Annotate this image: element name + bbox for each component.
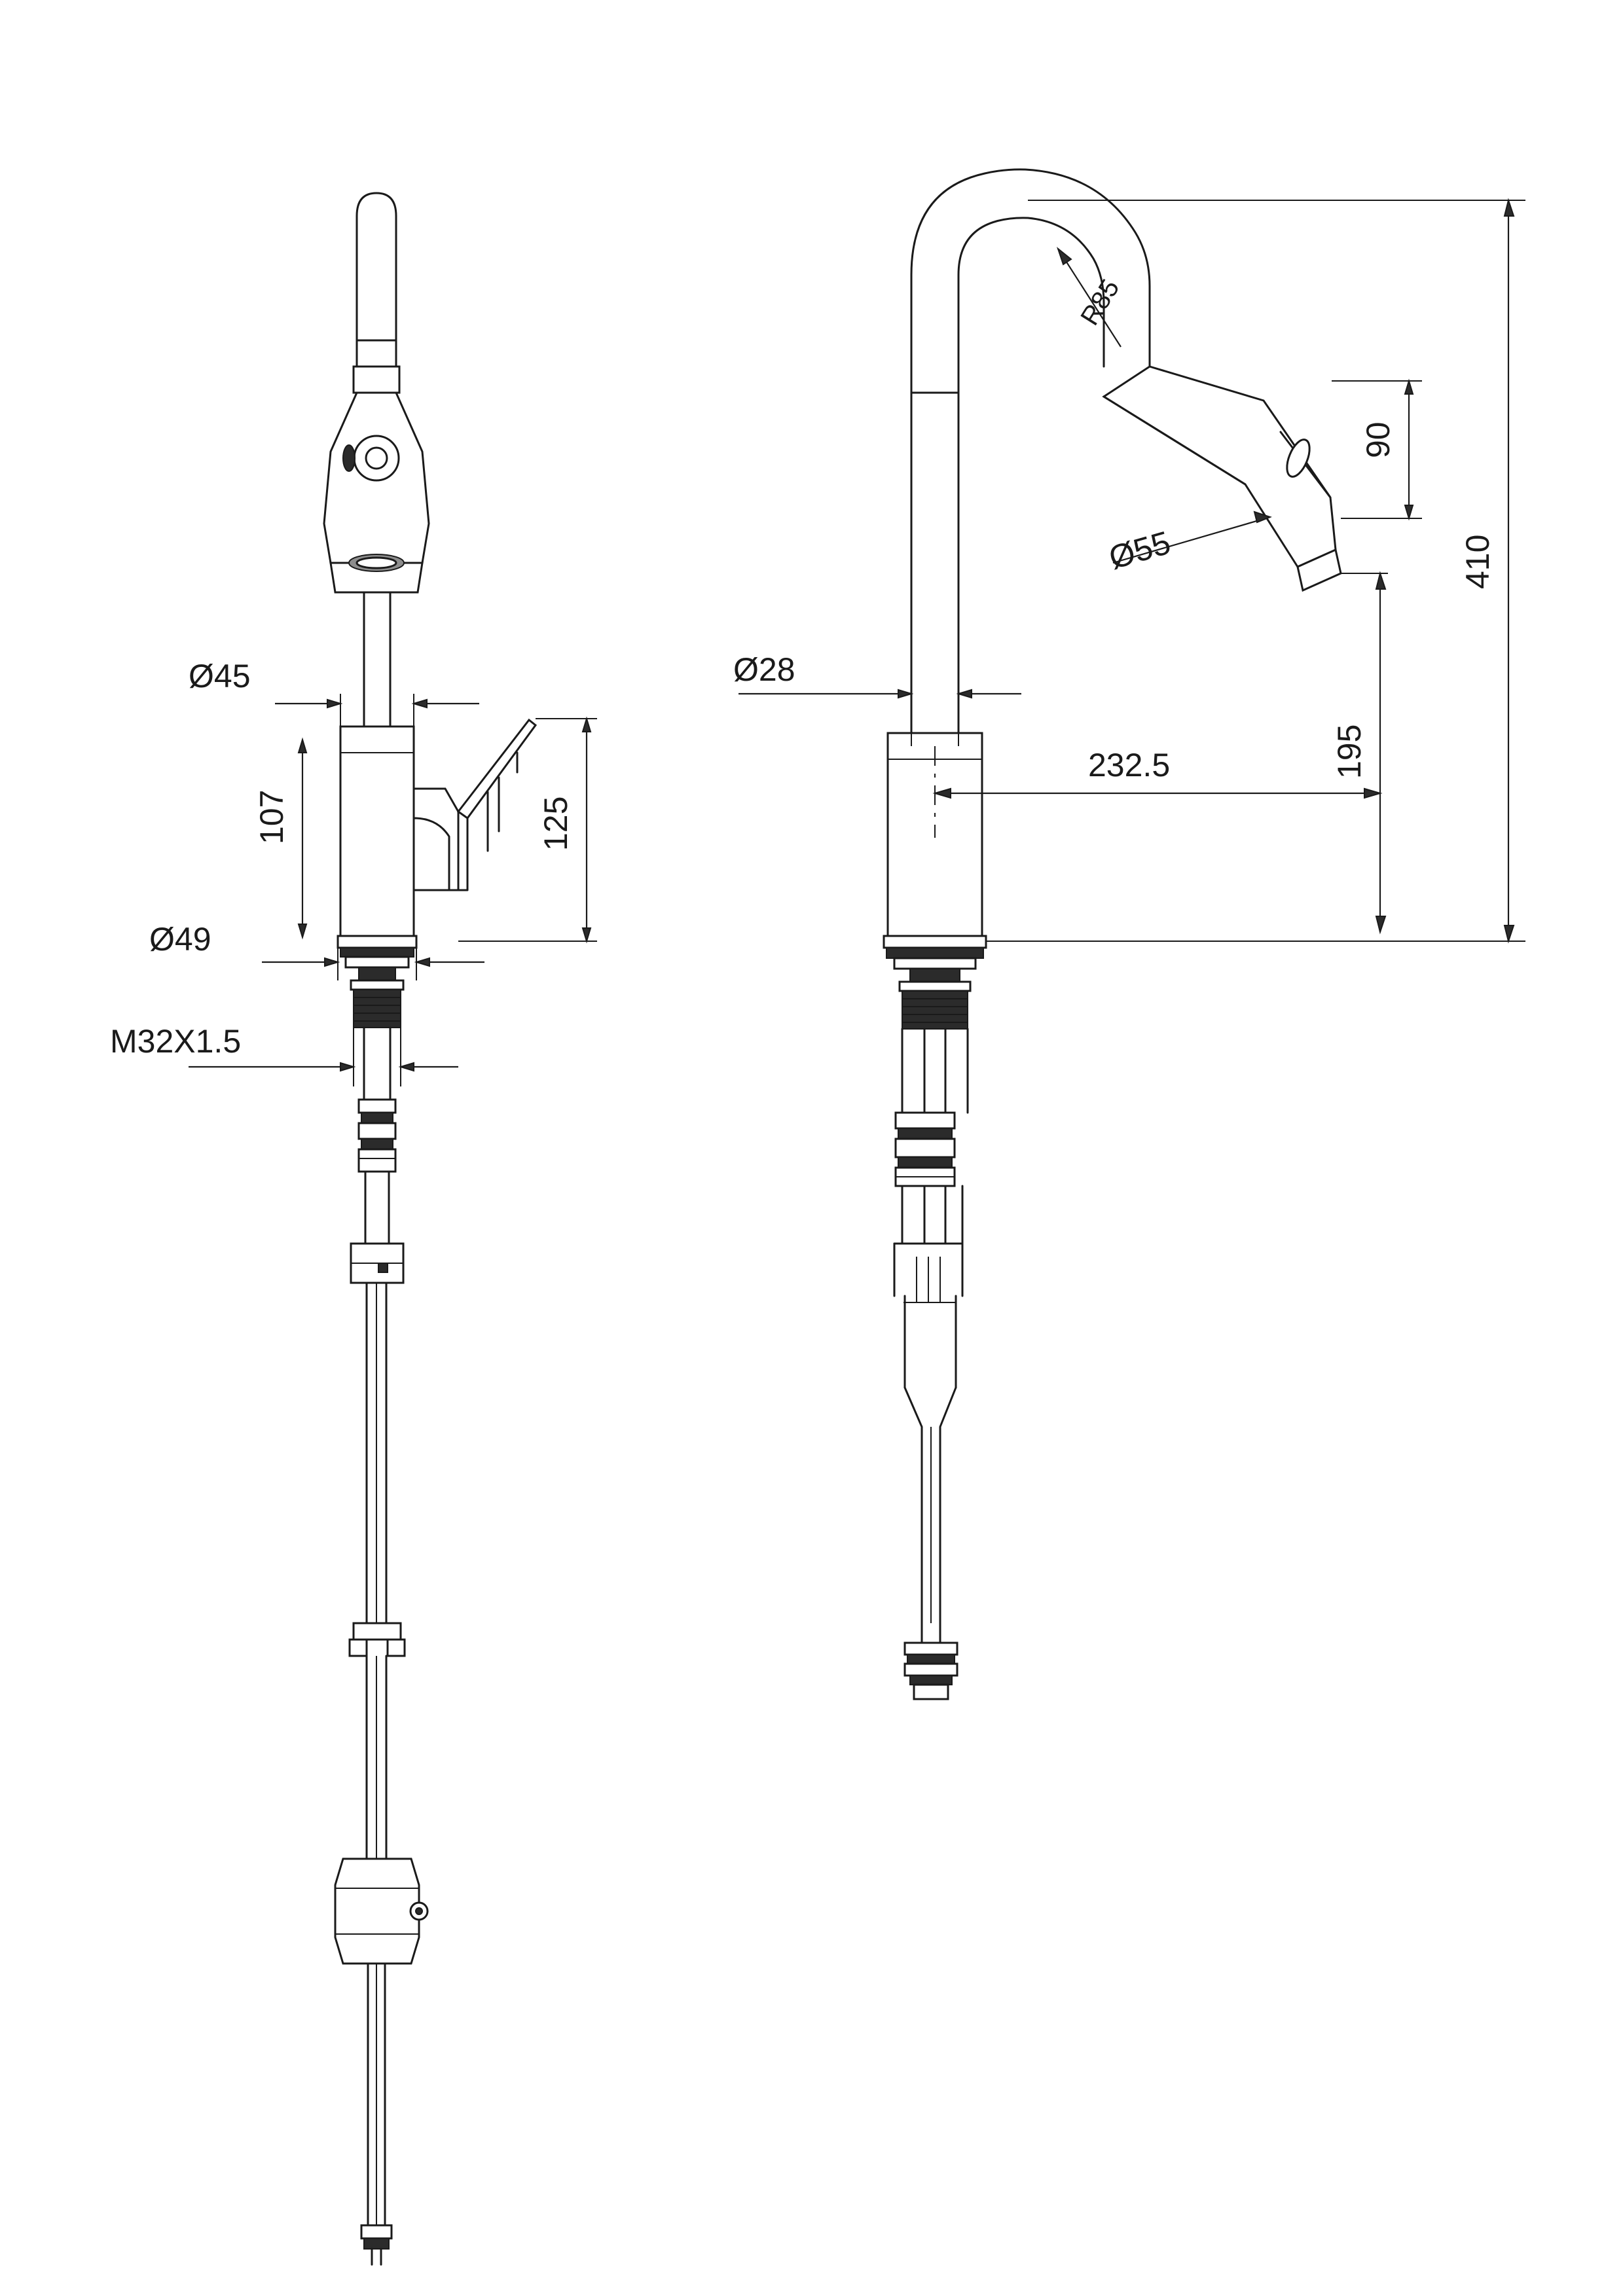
dim-232-5	[935, 746, 1380, 838]
dim-195	[1331, 573, 1388, 932]
dim-label-232-5: 232.5	[1088, 747, 1171, 783]
dim-label-410: 410	[1459, 534, 1496, 589]
dim-label-dia55: Ø55	[1104, 524, 1175, 577]
front-wand	[324, 193, 429, 592]
dim-125	[458, 719, 597, 941]
front-supply-assembly	[335, 1028, 428, 2265]
dim-label-125: 125	[538, 796, 574, 851]
dim-dia49	[149, 921, 484, 980]
dim-label-90: 90	[1360, 422, 1396, 458]
dim-label-dia49: Ø49	[149, 921, 211, 958]
front-body	[340, 720, 536, 936]
front-view	[110, 193, 597, 2265]
dim-107	[253, 740, 306, 937]
dim-410	[986, 200, 1525, 941]
front-shaft	[359, 592, 395, 726]
side-gooseneck	[911, 170, 1150, 393]
dim-label-thread: M32X1.5	[110, 1023, 242, 1060]
side-supply-assembly	[894, 1029, 968, 1699]
dim-label-dia28: Ø28	[733, 651, 795, 688]
dim-r85	[1058, 249, 1125, 347]
dim-label-dia45: Ø45	[189, 658, 251, 694]
dim-dia45	[189, 658, 479, 740]
front-base	[338, 936, 416, 1028]
side-body	[888, 393, 982, 936]
dim-thread	[110, 1021, 458, 1086]
dim-dia55	[1105, 512, 1270, 577]
dim-label-195: 195	[1331, 724, 1368, 779]
dim-90	[1332, 381, 1422, 518]
side-view	[733, 170, 1525, 1699]
dim-label-r85: R85	[1075, 274, 1125, 331]
side-base	[884, 936, 986, 1029]
dim-dia28	[733, 651, 1021, 746]
dim-label-107: 107	[253, 789, 290, 844]
